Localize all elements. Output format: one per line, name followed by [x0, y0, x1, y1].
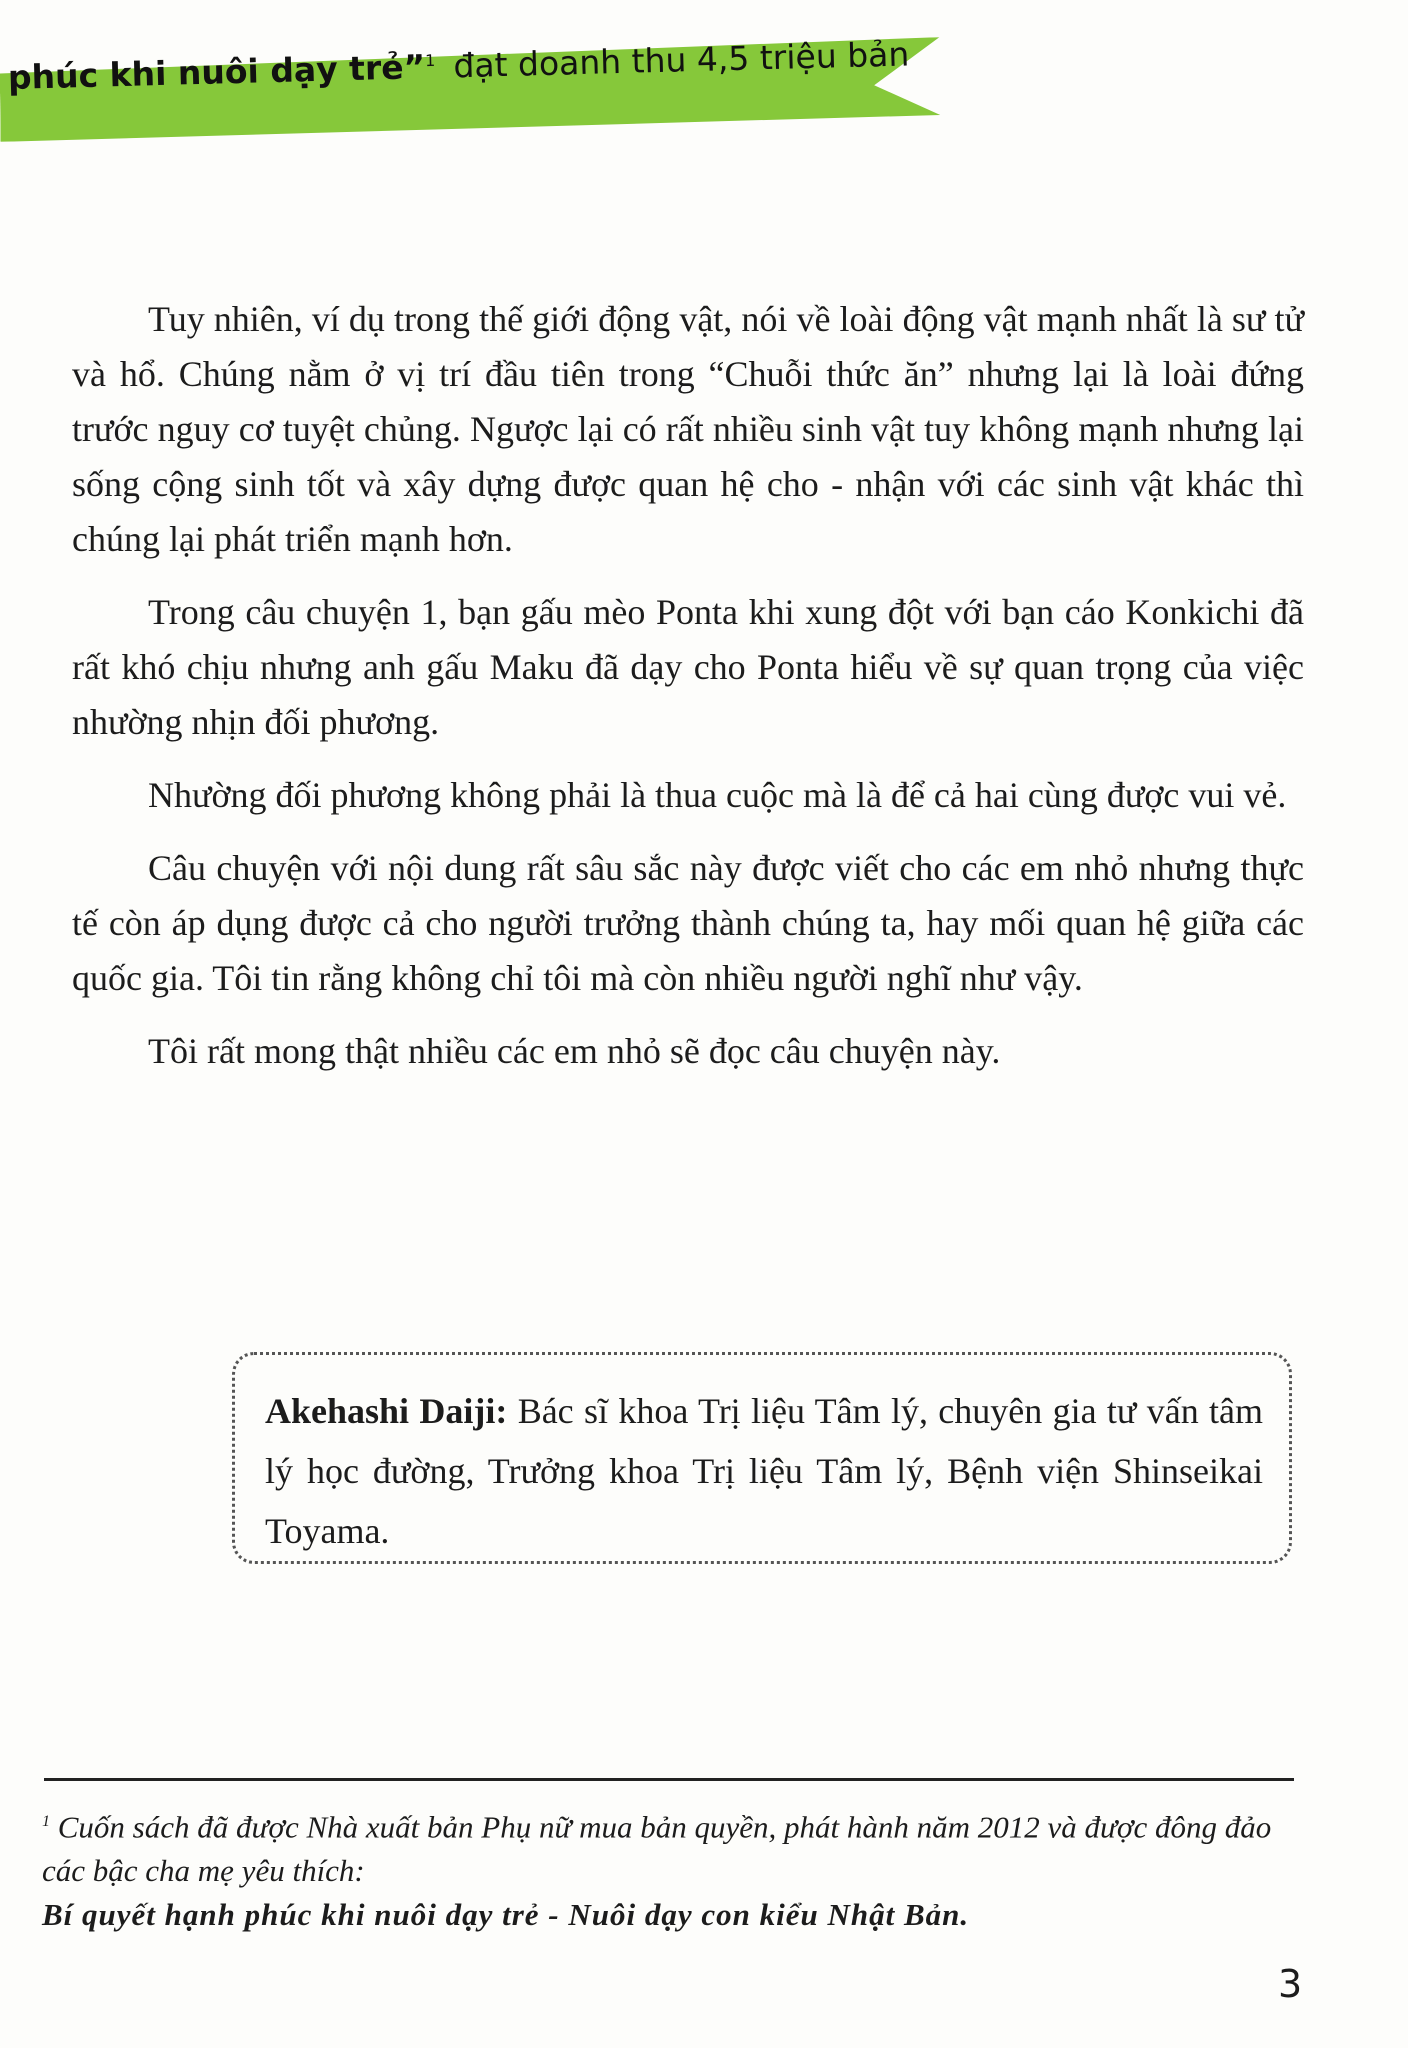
paragraph: Nhường đối phương không phải là thua cuộc mà là để cả hai cùng được vui vẻ. [148, 775, 1287, 815]
body-text [72, 292, 1304, 1097]
banner-rest-text: đạt doanh thu 4,5 triệu bản [452, 34, 910, 86]
paragraph: Tuy nhiên, ví dụ trong thế giới động vật, nói về loài động vật mạnh nhất là sư tử và hổ. Chúng nằm ở vị trí đầu tiên trong “Chuỗi thức ăn” nhưng lại là loài đứng trước nguy cơ tuyệt chủng. Ngược lại có rất nhiều sinh vật tuy không mạnh nhưng lại sống cộng sinh tốt và xây dựng được quan hệ cho - nhận với các sinh vật khác thì chúng lại phát triển mạnh hơn. [72, 299, 1304, 559]
paragraph: Câu chuyện với nội dung rất sâu sắc này được viết cho các em nhỏ nhưng thực tế còn áp dụng được cả cho người trưởng thành chúng ta, hay mối quan hệ giữa các quốc gia. Tôi tin rằng không chỉ tôi mà còn nhiều người nghĩ như vậy. [72, 848, 1304, 998]
footnote [42, 1800, 1302, 1937]
paragraph: Tôi rất mong thật nhiều các em nhỏ sẽ đọc câu chuyện này. [148, 1031, 1001, 1071]
footnote-divider [44, 1778, 1294, 1781]
banner-footnote-mark: 1 [424, 50, 436, 71]
author-name: Akehashi Daiji: [265, 1391, 508, 1431]
page-number: 3 [1278, 1962, 1303, 2006]
footnote-mark: 1 [42, 1813, 50, 1830]
footnote-text: Cuốn sách đã được Nhà xuất bản Phụ nữ mua bản quyền, phát hành năm 2012 và được đông đảo các bậc cha mẹ yêu thích: [42, 1809, 1272, 1889]
footnote-book-title: Bí quyết hạnh phúc khi nuôi dạy trẻ - Nuôi dạy con kiểu Nhật Bản. [42, 1897, 970, 1933]
banner-bold-text: phúc khi nuôi dạy trẻ” [7, 47, 426, 97]
author-description: Bác sĩ khoa Trị liệu Tâm lý, chuyên gia tư vấn tâm lý học đường, Trưởng khoa Trị liệu Tâm lý, Bệnh viện Shinseikai Toyama. [265, 1391, 1263, 1551]
paragraph: Trong câu chuyện 1, bạn gấu mèo Ponta khi xung đột với bạn cáo Konkichi đã rất khó chịu nhưng anh gấu Maku đã dạy cho Ponta hiểu về sự quan trọng của việc nhường nhịn đối phương. [72, 592, 1304, 742]
author-box [232, 1352, 1292, 1564]
